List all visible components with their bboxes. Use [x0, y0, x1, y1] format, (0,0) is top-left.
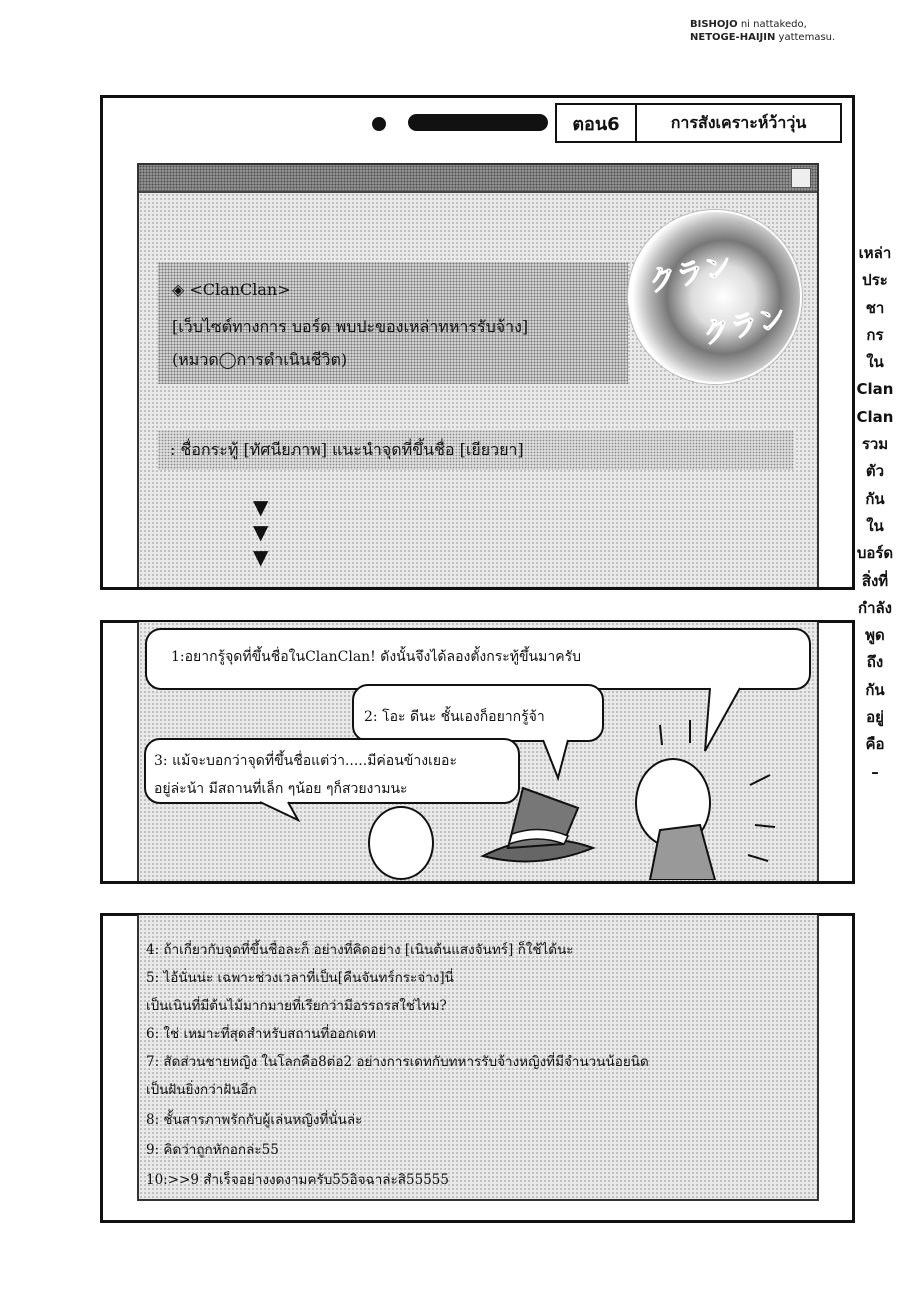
caption-part: บอร์ด — [856, 544, 894, 563]
chat-line: 9: คิดว่าถูกหักอกล่ะ55 — [146, 1142, 279, 1158]
clanclan-logo — [628, 210, 802, 384]
caption-part: กำลัง — [857, 598, 893, 617]
series-title — [690, 18, 835, 44]
logo-glyph-2: クラン — [699, 300, 789, 351]
site-header: ◈ <ClanClan> — [172, 280, 291, 299]
chat-line: 7: สัดส่วนชายหญิง ในโลกคือ8ต่อ2 อย่างการเดทกับทหารรับจ้างหญิงที่มีจำนวนน้อยนิด — [146, 1054, 649, 1070]
caption-part: พูด — [865, 626, 885, 645]
down-arrow-3: ▼ — [253, 545, 269, 569]
chapter-number: ตอน6 — [557, 105, 637, 141]
speech-bubble-3 — [144, 738, 520, 804]
chat-line: เป็นฝันยิ่งกว่าฝันอีก — [146, 1082, 257, 1098]
caption-part: Clan — [856, 380, 894, 399]
thread-title[interactable]: : ชื่อกระทู้ [ทัศนียภาพ] แนะนำจุดที่ขึ้นชื่อ [เยียวยา] — [170, 440, 524, 459]
thread-title-band[interactable] — [158, 430, 794, 470]
caption-part: ถึง — [866, 653, 884, 672]
chat-line: 8: ชั้นสารภาพรักกับผู้เล่นหญิงที่นั่นล่ะ — [146, 1112, 363, 1128]
down-arrow-2: ▼ — [253, 520, 269, 544]
bubble-1-text: 1:อยากรู้จุดที่ขึ้นชื่อในClanClan! ดังนั้นจึงได้ลองตั้งกระทู้ขึ้นมาครับ — [171, 649, 581, 665]
redacted-bar — [408, 114, 548, 131]
caption-part: – — [871, 762, 879, 781]
series-title-rest-2: yattemasu. — [775, 32, 836, 43]
caption-part: กัน — [865, 680, 885, 699]
redacted-dot — [372, 117, 386, 131]
chat-line: 5: ไอ้นั่นน่ะ เฉพาะช่วงเวลาที่เป็น[คืนจันทร์กระจ่าง]นี่ — [146, 970, 454, 986]
series-title-rest-1: ni nattakedo, — [737, 19, 807, 30]
window-titlebar — [139, 165, 817, 193]
site-category[interactable]: (หมวด◯การดำเนินชีวิต) — [172, 350, 348, 369]
bubble-3-line2: อยู่ล่ะน้า มีสถานที่เล็ก ๆน้อย ๆก็สวยงามนะ — [154, 781, 408, 797]
chapter-title: การสังเคราะห์ว้าวุ่น — [670, 112, 807, 132]
site-subtitle[interactable]: [เว็บไซต์ทางการ บอร์ด พบปะของเหล่าทหารรับจ้าง] — [172, 317, 529, 336]
series-title-bold-1: BISHOJO — [690, 19, 738, 30]
logo-glyph-1: クラン — [645, 248, 735, 299]
bubble-3-line1: 3: แม้จะบอกว่าจุดที่ขึ้นชื่อแต่ว่า.....มีค่อนข้างเยอะ — [154, 753, 457, 769]
chat-line: 6: ใช่ เหมาะที่สุดสำหรับสถานที่ออกเดท — [146, 1026, 376, 1042]
bubble-3-tail — [258, 800, 308, 824]
caption-part: กัน — [865, 489, 885, 508]
caption-part: เหล่า — [858, 244, 892, 262]
bubble-2-text: 2: โอะ ดีนะ ชั้นเองก็อยากรู้จ้า — [364, 709, 545, 725]
window-button[interactable] — [791, 168, 811, 188]
series-title-bold-2: NETOGE-HAIJIN — [690, 32, 776, 43]
speech-bubble-1 — [145, 628, 811, 690]
chapter-box — [555, 103, 842, 143]
caption-part: ตัว — [865, 462, 885, 481]
down-arrow-1: ▼ — [253, 495, 269, 519]
site-info-band — [158, 262, 628, 384]
character-head-left — [368, 806, 434, 880]
caption-part: คือ — [865, 735, 885, 754]
bubble-2-tail — [538, 738, 578, 783]
caption-part: ชา — [865, 298, 885, 317]
caption-part: สิ่งที่ — [861, 571, 889, 590]
bubble-1-tail — [700, 686, 750, 756]
caption-part: ประ — [862, 271, 888, 290]
caption-part: ใน — [866, 353, 884, 372]
chat-line: 4: ถ้าเกี่ยวกับจุดที่ขึ้นชื่อละก็ อย่างที่คิดอย่าง [เนินต้นแสงจันทร์] ก็ใช้ได้นะ — [146, 942, 574, 958]
caption-part: กร — [866, 325, 884, 344]
chat-line: เป็นเนินที่มีต้นไม้มากมายที่เรียกว่ามีอรรถรสใช่ไหม? — [146, 998, 447, 1014]
caption-part: รวม — [861, 435, 889, 454]
vertical-caption — [850, 240, 900, 786]
speech-bubble-2 — [352, 684, 604, 742]
caption-part: อยู่ — [866, 708, 884, 727]
caption-part: ใน — [866, 516, 884, 535]
chat-line: 10:>>9 สำเร็จอย่างงดงามครับ55อิจฉาล่ะสิ55555 — [146, 1172, 449, 1188]
caption-part: Clan — [856, 407, 894, 426]
